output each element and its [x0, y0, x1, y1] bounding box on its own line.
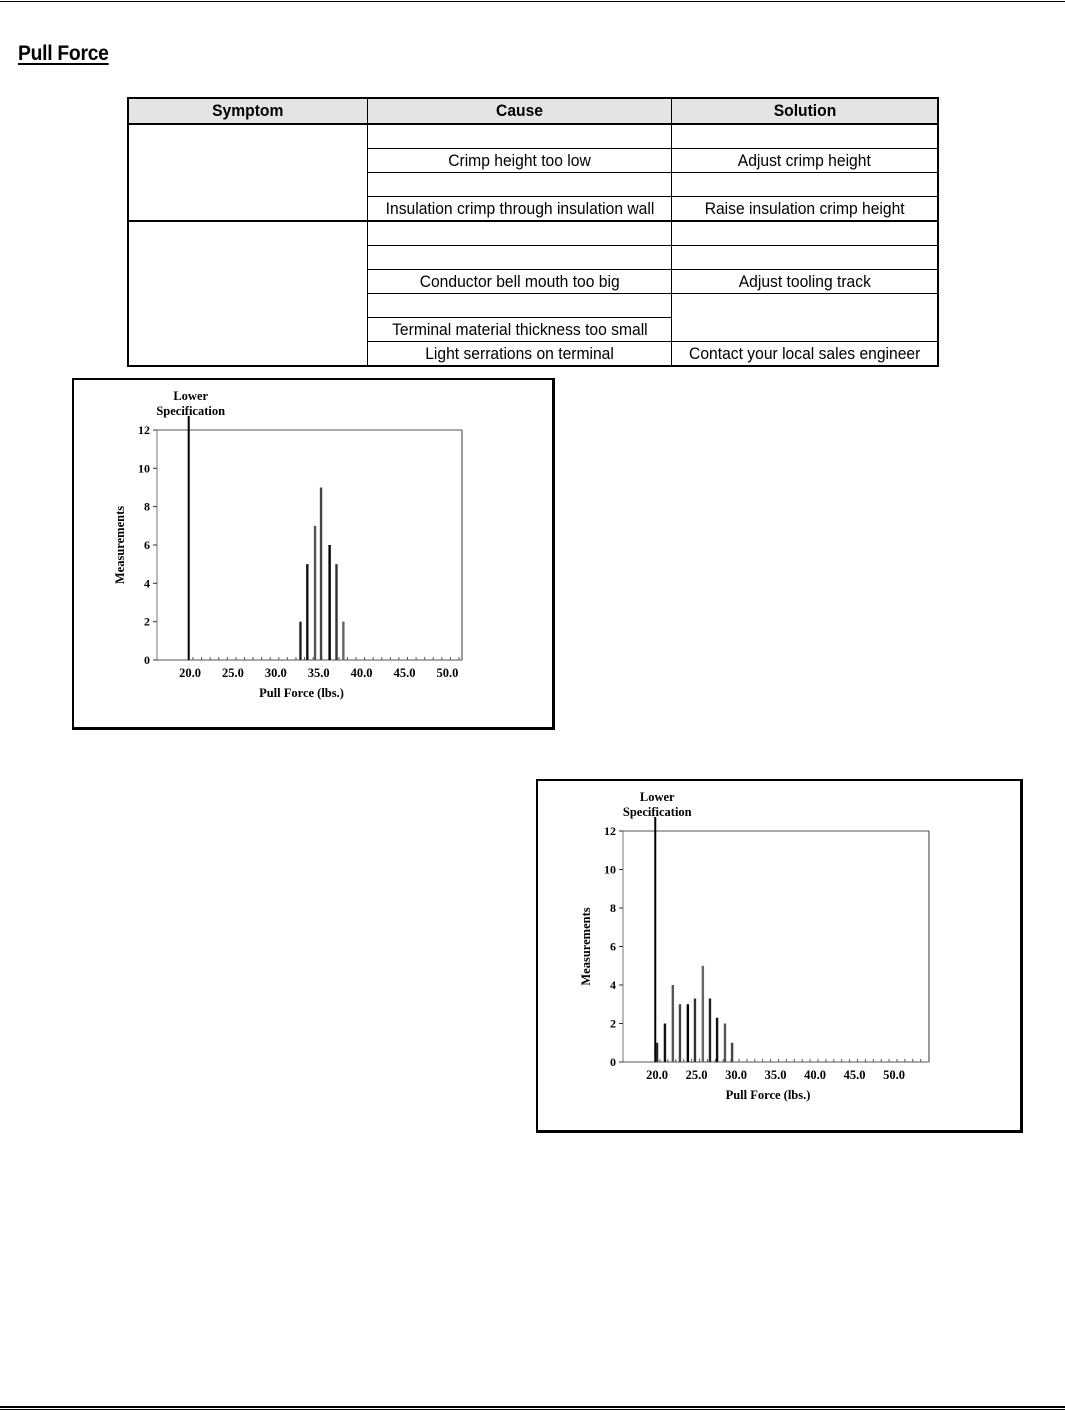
- cause-cell: Terminal material thickness too small: [368, 318, 672, 342]
- solution-cell: [672, 173, 939, 197]
- y-tick-label: 6: [610, 939, 616, 954]
- histogram-bar: [342, 622, 344, 660]
- table-row: [128, 221, 938, 246]
- y-axis-label: Measurements: [579, 907, 593, 986]
- x-tick-label: 25.0: [221, 666, 244, 680]
- y-tick-label: 8: [610, 901, 616, 915]
- header-solution: Solution: [672, 98, 939, 124]
- chart-svg: [74, 380, 552, 727]
- cause-cell: [368, 124, 672, 149]
- y-tick-label: 2: [610, 1016, 616, 1031]
- pull-force-histogram-2: [536, 779, 1023, 1133]
- chart-svg: [538, 781, 1020, 1130]
- histogram-bar: [702, 966, 704, 1062]
- solution-cell: [672, 124, 939, 149]
- histogram-bar: [664, 1024, 666, 1063]
- y-tick-label: 0: [610, 1055, 616, 1069]
- lower-spec-label: Lower: [173, 389, 209, 403]
- symptom-cell: [128, 124, 368, 221]
- histogram-bar: [306, 564, 308, 660]
- histogram-bar: [731, 1043, 733, 1062]
- y-tick-label: 6: [144, 538, 150, 552]
- y-tick-label: 8: [144, 499, 150, 514]
- y-tick-label: 4: [610, 978, 616, 992]
- y-tick-label: 12: [604, 824, 616, 838]
- y-tick-label: 2: [144, 614, 150, 629]
- histogram-bar: [716, 1018, 718, 1062]
- bottom-rule: [0, 1406, 1065, 1410]
- histogram-bar: [335, 564, 337, 660]
- x-tick-label: 40.0: [804, 1068, 826, 1082]
- x-tick-label: 30.0: [725, 1068, 747, 1082]
- solution-cell: [672, 246, 939, 270]
- cause-cell: Insulation crimp through insulation wall: [368, 197, 672, 222]
- cause-cell: [368, 173, 672, 197]
- histogram-bar: [679, 1004, 681, 1062]
- x-tick-label: 30.0: [264, 666, 287, 680]
- histogram-bar: [656, 1043, 658, 1062]
- y-tick-label: 12: [138, 423, 150, 437]
- lower-spec-label: Specification: [622, 805, 692, 819]
- x-tick-label: 40.0: [350, 666, 373, 680]
- solution-cell: Raise insulation crimp height: [672, 197, 939, 222]
- x-tick-label: 20.0: [646, 1068, 668, 1082]
- y-tick-label: 4: [144, 576, 150, 591]
- solution-cell: Contact your local sales engineer: [672, 342, 939, 367]
- histogram-bar: [724, 1024, 726, 1063]
- x-tick-label: 50.0: [436, 666, 459, 680]
- cause-cell: [368, 221, 672, 246]
- header-symptom: Symptom: [128, 98, 368, 124]
- solution-cell: [672, 294, 939, 342]
- table-header-row: [128, 98, 938, 124]
- histogram-bar: [687, 1004, 689, 1062]
- x-axis-label: Pull Force (lbs.): [725, 1088, 811, 1102]
- section-title: Pull Force: [18, 42, 109, 65]
- cause-cell: Conductor bell mouth too big: [368, 270, 672, 294]
- histogram-bar: [694, 998, 696, 1062]
- troubleshooting-table: [127, 97, 939, 367]
- top-rule: [0, 1, 1065, 2]
- histogram-bar: [320, 488, 322, 661]
- x-tick-label: 20.0: [179, 666, 201, 680]
- histogram-bar: [328, 545, 330, 660]
- histogram-bar: [672, 985, 674, 1062]
- symptom-cell: [128, 221, 368, 366]
- x-tick-label: 35.0: [764, 1068, 787, 1082]
- x-axis-label: Pull Force (lbs.): [259, 686, 344, 700]
- x-tick-label: 25.0: [685, 1068, 708, 1082]
- x-tick-label: 45.0: [843, 1068, 866, 1082]
- cause-cell: [368, 294, 672, 318]
- solution-cell: Adjust tooling track: [672, 270, 939, 294]
- x-tick-label: 35.0: [307, 666, 330, 680]
- histogram-bar: [709, 998, 711, 1062]
- y-tick-label: 10: [138, 461, 150, 476]
- y-tick-label: 10: [604, 862, 616, 877]
- histogram-bar: [299, 622, 301, 660]
- lower-spec-label: Specification: [156, 404, 226, 418]
- x-tick-label: 50.0: [883, 1068, 905, 1082]
- pull-force-histogram-1: [72, 378, 555, 730]
- cause-cell: Light serrations on terminal: [368, 342, 672, 367]
- cause-cell: Crimp height too low: [368, 149, 672, 173]
- solution-cell: Adjust crimp height: [672, 149, 939, 173]
- y-axis-label: Measurements: [113, 505, 127, 585]
- y-tick-label: 0: [144, 653, 150, 667]
- x-tick-label: 45.0: [393, 666, 416, 680]
- solution-cell: [672, 221, 939, 246]
- lower-spec-label: Lower: [639, 790, 675, 804]
- header-cause: Cause: [368, 98, 672, 124]
- histogram-bar: [314, 526, 316, 660]
- table-row: [128, 124, 938, 149]
- cause-cell: [368, 246, 672, 270]
